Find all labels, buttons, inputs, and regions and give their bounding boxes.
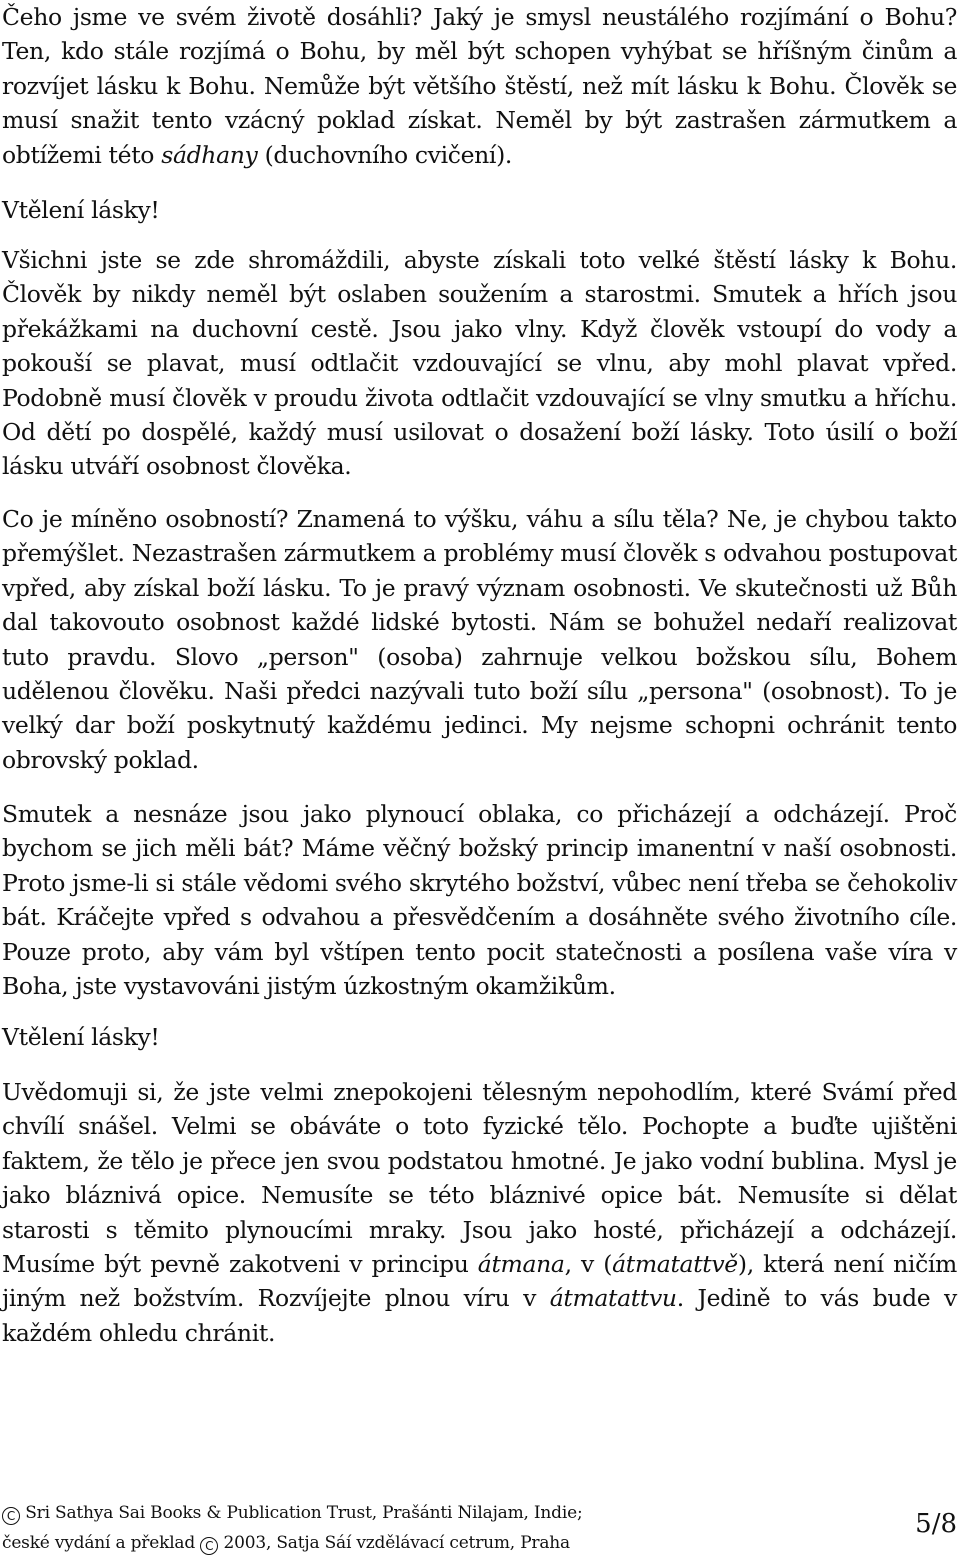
section-heading: [2, 193, 957, 227]
text-run: Co je míněno osobností? Znamená to výšku, váhu a sílu těla? Ne, je chybou takto přemýšlet. Nezastrašen zármutkem a problémy musí člověk s odvahou postupovat vpřed, aby získal boží lásku. To je pravý význam osobnosti. Ve skutečnosti už Bůh dal takovouto osobnost každé lidské bytosti. Nám se bohužel nedaří realizovat tuto pravdu. Slovo „person" (osoba) zahrnuje velkou božskou sílu, Bohem udělenou člověku. Naši předci nazývali tuto boží sílu „persona" (osobnost). To je velký dar boží poskytnutý každému jedinci. My nejsme schopni ochránit tento obrovský poklad.: [2, 505, 957, 774]
italic-term: átmatattvu: [549, 1284, 677, 1313]
footer-publisher: Sri Sathya Sai Books & Publication Trust, Prašánti Nilajam, Indie;: [25, 1503, 583, 1523]
italic-term: átmatattvě: [612, 1250, 738, 1279]
text-run: Smutek a nesnáze jsou jako plynoucí oblaka, co přicházejí a odcházejí. Proč bychom se jich měli bát? Máme věčný božský princip imanentní v naší osobnosti. Proto jsme-li si stále vědomi svého skrytého božství, vůbec není třeba se čehokoliv bát. Kráčejte vpřed s odvahou a přesvědčením a dosáhněte svého životního cíle. Pouze proto, aby vám byl vštípen tento pocit statečnosti a posílena vaše víra v Boha, jste vystavováni jistým úzkostným okamžikům.: [2, 800, 957, 1001]
page-number: 5/8: [915, 1509, 957, 1539]
footer-line-1: [2, 1498, 583, 1528]
footer-edition: české vydání a překlad: [2, 1533, 201, 1553]
text-run: Vtělení lásky!: [2, 196, 160, 224]
italic-term: átmana: [477, 1250, 565, 1279]
copyright-icon: C: [2, 1507, 20, 1525]
text-run: ), která není ničím jiným než božstvím. Rozvíjejte plnou víru v: [2, 1250, 957, 1313]
text-run: Vtělení lásky!: [2, 1023, 160, 1051]
footer-credits: [2, 1498, 583, 1558]
text-run: Uvědomuji si, že jste velmi znepokojeni tělesným nepohodlím, které Svámí před chvílí snášel. Velmi se obáváte o toto fyzické tělo. Pochopte a buďte ujištěni faktem, že tělo je přece jen svou podstatou hmotné. Je jako vodní bublina. Mysl je jako bláznivá opice. Nemusíte se této bláznivé opice bát. Nemusíte si dělat starosti s těmito plynoucími mraky. Jsou jako hosté, přicházejí a odcházejí. Musíme být pevně zakotveni v principu: [2, 1078, 957, 1279]
copyright-icon: C: [200, 1537, 218, 1555]
text-run: Čeho jsme ve svém životě dosáhli? Jaký je smysl neustálého rozjímání o Bohu? Ten, kdo stále rozjímá o Bohu, by měl být schopen vyhýbat se hříšným činům a rozvíjet lásku k Bohu. Nemůže být většího štěstí, než mít lásku k Bohu. Člověk se musí snažit tento vzácný poklad získat. Neměl by být zastrašen zármutkem a obtížemi této: [2, 3, 957, 169]
italic-term: sádhany: [161, 140, 258, 169]
footer-translator: 2003, Satja Sáí vzdělávací cetrum, Praha: [223, 1533, 570, 1553]
page-footer: [2, 1498, 957, 1554]
text-run: , v (: [564, 1250, 613, 1279]
text-run: Všichni jste se zde shromáždili, abyste získali toto velké štěstí lásky k Bohu. Člověk by nikdy neměl být oslaben soužením a starostmi. Smutek a hřích jsou překážkami na duchovní cestě. Jsou jako vlny. Když člověk vstoupí do vody a pokouší se plavat, musí odtlačit vzdouvající se vlnu, aby mohl plavat vpřed. Podobně musí člověk v proudu života odtlačit vzdouvající se vlny smutku a hříchu. Od dětí po dospělé, každý musí usilovat o dosažení boží lásky. Toto úsilí o boží lásku utváří osobnost člověka.: [2, 246, 957, 481]
text-run: (duchovního cvičení).: [257, 140, 513, 169]
paragraph: [2, 502, 957, 777]
paragraph: [2, 1075, 957, 1350]
paragraph: [2, 797, 957, 1003]
paragraph: [2, 0, 957, 172]
paragraph: [2, 243, 957, 484]
text-run: . Jedině to vás bude v každém ohledu chránit.: [2, 1284, 957, 1347]
section-heading: [2, 1020, 957, 1054]
